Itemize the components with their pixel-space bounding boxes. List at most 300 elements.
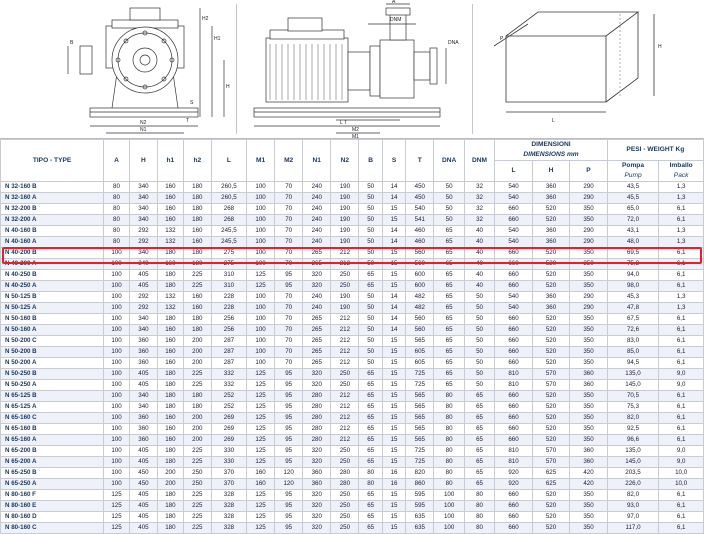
table-row[interactable] [1, 457, 704, 468]
cell-dna: 65 [434, 336, 464, 347]
table-row[interactable] [1, 259, 704, 270]
cell-dl: 660 [495, 512, 532, 523]
table-row[interactable] [1, 193, 704, 204]
cell-dnm: 65 [464, 457, 494, 468]
cell-m2: 95 [275, 424, 303, 435]
cell-dp: 290 [570, 303, 607, 314]
table-row[interactable] [1, 501, 704, 512]
table-row[interactable] [1, 325, 704, 336]
cell-a: 100 [104, 413, 130, 424]
cell-h2: 180 [183, 204, 211, 215]
cell-h1: 180 [157, 523, 183, 534]
cell-imballo: 6,1 [659, 314, 704, 325]
cell-h: 405 [129, 369, 157, 380]
cell-dp: 350 [570, 490, 607, 501]
cell-b: 65 [359, 369, 382, 380]
cell-h2: 180 [183, 314, 211, 325]
cell-pompa: 72,0 [607, 215, 659, 226]
cell-pompa: 82,0 [607, 413, 659, 424]
cell-dna: 80 [434, 457, 464, 468]
cell-n2: 212 [331, 402, 359, 413]
cell-h: 405 [129, 501, 157, 512]
table-row[interactable] [1, 490, 704, 501]
cell-h: 292 [129, 292, 157, 303]
table-row[interactable] [1, 248, 704, 259]
header-imballo-it: Imballo [669, 162, 693, 169]
cell-dp: 350 [570, 424, 607, 435]
cell-t: 565 [406, 435, 434, 446]
table-row[interactable] [1, 358, 704, 369]
cell-n2: 250 [331, 512, 359, 523]
cell-dl: 660 [495, 501, 532, 512]
cell-tipo: N 65-200 A [1, 457, 104, 468]
cell-b: 65 [359, 446, 382, 457]
cell-h: 292 [129, 226, 157, 237]
cell-dnm: 50 [464, 369, 494, 380]
cell-h1: 160 [157, 336, 183, 347]
cell-b: 65 [359, 457, 382, 468]
cell-h2: 180 [183, 391, 211, 402]
cell-dl: 660 [495, 248, 532, 259]
cell-m2: 95 [275, 270, 303, 281]
cell-m1: 100 [246, 204, 274, 215]
cell-h2: 180 [183, 325, 211, 336]
cell-h2: 225 [183, 457, 211, 468]
cell-t: 595 [406, 501, 434, 512]
cell-l: 328 [211, 501, 246, 512]
table-row[interactable] [1, 292, 704, 303]
cell-l: 256 [211, 325, 246, 336]
cell-imballo: 6,1 [659, 501, 704, 512]
cell-dh: 360 [532, 182, 569, 193]
cell-dl: 540 [495, 193, 532, 204]
cell-s: 15 [382, 424, 405, 435]
cell-h1: 180 [157, 314, 183, 325]
table-row[interactable] [1, 369, 704, 380]
cell-m2: 95 [275, 391, 303, 402]
cell-pompa: 117,0 [607, 523, 659, 534]
cell-l: 275 [211, 259, 246, 270]
cell-h1: 160 [157, 424, 183, 435]
svg-text:S: S [190, 100, 194, 106]
cell-dl: 660 [495, 314, 532, 325]
cell-h2: 225 [183, 501, 211, 512]
cell-b: 50 [359, 248, 382, 259]
table-row[interactable] [1, 413, 704, 424]
cell-h1: 180 [157, 490, 183, 501]
cell-a: 100 [104, 369, 130, 380]
cell-pompa: 43,5 [607, 182, 659, 193]
cell-n1: 240 [303, 215, 331, 226]
cell-a: 125 [104, 512, 130, 523]
cell-l: 287 [211, 347, 246, 358]
cell-imballo: 1,3 [659, 303, 704, 314]
cell-h1: 160 [157, 325, 183, 336]
cell-dna: 80 [434, 391, 464, 402]
cell-tipo: N 40-250 A [1, 281, 104, 292]
cell-n2: 190 [331, 226, 359, 237]
cell-m2: 120 [275, 468, 303, 479]
table-row[interactable] [1, 226, 704, 237]
header-dim-l: L [495, 161, 532, 182]
cell-n2: 250 [331, 281, 359, 292]
cell-tipo: N 50-160 A [1, 325, 104, 336]
cell-h1: 160 [157, 435, 183, 446]
header-dimensioni-it: DIMENSIONI [531, 141, 571, 148]
cell-dp: 360 [570, 369, 607, 380]
cell-tipo: N 32-200 A [1, 215, 104, 226]
cell-h2: 200 [183, 347, 211, 358]
cell-dp: 350 [570, 413, 607, 424]
cell-s: 14 [382, 182, 405, 193]
cell-m2: 70 [275, 336, 303, 347]
cell-n2: 190 [331, 204, 359, 215]
cell-dna: 80 [434, 424, 464, 435]
cell-h2: 200 [183, 413, 211, 424]
cell-m1: 125 [246, 380, 274, 391]
cell-n1: 265 [303, 314, 331, 325]
cell-l: 310 [211, 270, 246, 281]
cell-dna: 65 [434, 380, 464, 391]
table-row[interactable] [1, 446, 704, 457]
table-row[interactable] [1, 270, 704, 281]
cell-m2: 70 [275, 226, 303, 237]
cell-h: 450 [129, 479, 157, 490]
cell-n2: 212 [331, 325, 359, 336]
cell-n2: 212 [331, 314, 359, 325]
cell-pompa: 94,0 [607, 270, 659, 281]
cell-b: 65 [359, 413, 382, 424]
cell-dna: 65 [434, 281, 464, 292]
cell-m1: 100 [246, 336, 274, 347]
cell-m1: 160 [246, 468, 274, 479]
cell-m1: 100 [246, 237, 274, 248]
cell-h2: 225 [183, 523, 211, 534]
cell-m2: 70 [275, 325, 303, 336]
cell-imballo: 10,0 [659, 468, 704, 479]
cell-dp: 360 [570, 457, 607, 468]
cell-pompa: 45,5 [607, 193, 659, 204]
cell-h: 340 [129, 402, 157, 413]
cell-a: 100 [104, 402, 130, 413]
cell-t: 540 [406, 204, 434, 215]
cell-t: 605 [406, 358, 434, 369]
cell-tipo: N 50-160 B [1, 314, 104, 325]
cell-dp: 350 [570, 270, 607, 281]
cell-n2: 250 [331, 270, 359, 281]
cell-pompa: 48,0 [607, 237, 659, 248]
table-row[interactable] [1, 314, 704, 325]
cell-b: 50 [359, 314, 382, 325]
cell-dp: 350 [570, 325, 607, 336]
cell-imballo: 6,1 [659, 391, 704, 402]
cell-h: 340 [129, 325, 157, 336]
cell-a: 100 [104, 259, 130, 270]
cell-t: 560 [406, 248, 434, 259]
cell-h: 405 [129, 523, 157, 534]
cell-dh: 520 [532, 501, 569, 512]
cell-a: 100 [104, 424, 130, 435]
table-row[interactable] [1, 182, 704, 193]
cell-imballo: 6,1 [659, 204, 704, 215]
drawing-divider-2 [472, 4, 473, 134]
cell-dh: 570 [532, 369, 569, 380]
cell-h: 405 [129, 446, 157, 457]
cell-n1: 240 [303, 182, 331, 193]
cell-l: 328 [211, 490, 246, 501]
cell-dna: 80 [434, 468, 464, 479]
cell-dna: 50 [434, 182, 464, 193]
cell-h1: 180 [157, 281, 183, 292]
cell-m1: 100 [246, 193, 274, 204]
cell-dna: 65 [434, 369, 464, 380]
pump-side-view-drawing [240, 0, 470, 138]
cell-b: 50 [359, 193, 382, 204]
cell-pompa: 135,0 [607, 446, 659, 457]
cell-dna: 65 [434, 292, 464, 303]
cell-h1: 160 [157, 204, 183, 215]
cell-n1: 265 [303, 259, 331, 270]
cell-dh: 570 [532, 446, 569, 457]
cell-a: 100 [104, 380, 130, 391]
cell-b: 50 [359, 237, 382, 248]
table-row[interactable] [1, 523, 704, 534]
table-row[interactable] [1, 336, 704, 347]
cell-dh: 520 [532, 512, 569, 523]
cell-n2: 212 [331, 413, 359, 424]
cell-n1: 360 [303, 479, 331, 490]
cell-dnm: 32 [464, 193, 494, 204]
cell-l: 370 [211, 468, 246, 479]
header-n1: N1 [303, 140, 331, 182]
cell-s: 15 [382, 270, 405, 281]
cell-h1: 180 [157, 369, 183, 380]
table-row[interactable] [1, 347, 704, 358]
table-row[interactable] [1, 237, 704, 248]
cell-dp: 420 [570, 468, 607, 479]
cell-tipo: N 50-200 B [1, 347, 104, 358]
cell-dh: 360 [532, 226, 569, 237]
cell-s: 14 [382, 237, 405, 248]
cell-dl: 540 [495, 226, 532, 237]
svg-text:DNM: DNM [390, 17, 402, 23]
cell-dp: 350 [570, 281, 607, 292]
cell-pompa: 47,8 [607, 303, 659, 314]
cell-dl: 810 [495, 369, 532, 380]
header-l: L [211, 140, 246, 182]
cell-h2: 180 [183, 402, 211, 413]
pump-front-view-drawing [60, 0, 236, 138]
cell-imballo: 6,1 [659, 281, 704, 292]
cell-h1: 160 [157, 259, 183, 270]
cell-b: 50 [359, 347, 382, 358]
cell-l: 310 [211, 281, 246, 292]
cell-b: 50 [359, 292, 382, 303]
cell-t: 600 [406, 281, 434, 292]
cell-pompa: 145,0 [607, 380, 659, 391]
cell-n1: 320 [303, 523, 331, 534]
cell-n1: 240 [303, 292, 331, 303]
cell-dnm: 80 [464, 501, 494, 512]
cell-tipo: N 32-200 B [1, 204, 104, 215]
cell-h: 405 [129, 270, 157, 281]
cell-imballo: 6,1 [659, 523, 704, 534]
cell-a: 100 [104, 457, 130, 468]
cell-a: 80 [104, 226, 130, 237]
cell-dp: 350 [570, 523, 607, 534]
cell-tipo: N 50-250 B [1, 369, 104, 380]
cell-m1: 125 [246, 501, 274, 512]
cell-m1: 125 [246, 369, 274, 380]
cell-n2: 212 [331, 259, 359, 270]
cell-dna: 50 [434, 204, 464, 215]
cell-m2: 95 [275, 369, 303, 380]
cell-dp: 350 [570, 215, 607, 226]
cell-imballo: 6,1 [659, 248, 704, 259]
cell-h: 405 [129, 490, 157, 501]
cell-t: 635 [406, 523, 434, 534]
table-row[interactable] [1, 479, 704, 490]
cell-s: 16 [382, 479, 405, 490]
cell-dnm: 50 [464, 347, 494, 358]
cell-h1: 132 [157, 237, 183, 248]
cell-dna: 100 [434, 512, 464, 523]
cell-dp: 350 [570, 314, 607, 325]
cell-imballo: 6,1 [659, 347, 704, 358]
cell-dp: 290 [570, 237, 607, 248]
cell-m2: 95 [275, 435, 303, 446]
cell-s: 14 [382, 314, 405, 325]
table-row[interactable] [1, 215, 704, 226]
cell-pompa: 83,0 [607, 336, 659, 347]
cell-s: 15 [382, 501, 405, 512]
cell-dp: 360 [570, 446, 607, 457]
cell-t: 725 [406, 380, 434, 391]
packing-box-drawing [476, 0, 704, 138]
svg-text:H1: H1 [214, 36, 221, 42]
svg-text:M2: M2 [352, 127, 359, 133]
cell-n2: 212 [331, 435, 359, 446]
dimensions-table [0, 139, 704, 534]
cell-l: 228 [211, 303, 246, 314]
cell-b: 80 [359, 468, 382, 479]
cell-h1: 180 [157, 248, 183, 259]
cell-s: 15 [382, 369, 405, 380]
cell-imballo: 6,1 [659, 424, 704, 435]
cell-n1: 320 [303, 270, 331, 281]
cell-h: 340 [129, 204, 157, 215]
cell-h: 405 [129, 281, 157, 292]
cell-m2: 95 [275, 281, 303, 292]
cell-dnm: 50 [464, 325, 494, 336]
cell-dnm: 50 [464, 380, 494, 391]
cell-h: 340 [129, 259, 157, 270]
cell-t: 450 [406, 182, 434, 193]
cell-h1: 200 [157, 468, 183, 479]
table-row[interactable] [1, 424, 704, 435]
cell-a: 100 [104, 248, 130, 259]
cell-a: 100 [104, 281, 130, 292]
cell-a: 125 [104, 490, 130, 501]
cell-n1: 280 [303, 402, 331, 413]
cell-t: 635 [406, 512, 434, 523]
table-row[interactable] [1, 512, 704, 523]
cell-n1: 320 [303, 501, 331, 512]
table-row[interactable] [1, 204, 704, 215]
table-row[interactable] [1, 391, 704, 402]
cell-m2: 70 [275, 292, 303, 303]
cell-h2: 180 [183, 193, 211, 204]
cell-l: 269 [211, 424, 246, 435]
svg-text:H2: H2 [202, 16, 209, 22]
cell-dh: 520 [532, 215, 569, 226]
svg-text:H: H [226, 84, 230, 90]
cell-dh: 520 [532, 259, 569, 270]
svg-text:DNA: DNA [448, 40, 459, 46]
cell-n2: 250 [331, 501, 359, 512]
cell-h1: 160 [157, 215, 183, 226]
cell-n2: 250 [331, 380, 359, 391]
cell-dnm: 65 [464, 413, 494, 424]
cell-dnm: 65 [464, 402, 494, 413]
cell-n1: 320 [303, 512, 331, 523]
cell-s: 15 [382, 391, 405, 402]
cell-imballo: 6,1 [659, 402, 704, 413]
cell-h2: 160 [183, 226, 211, 237]
cell-n1: 240 [303, 204, 331, 215]
cell-a: 80 [104, 182, 130, 193]
cell-dh: 520 [532, 281, 569, 292]
table-row[interactable] [1, 468, 704, 479]
cell-imballo: 6,1 [659, 215, 704, 226]
cell-dnm: 50 [464, 292, 494, 303]
cell-h: 405 [129, 380, 157, 391]
table-row[interactable] [1, 281, 704, 292]
cell-h: 340 [129, 182, 157, 193]
cell-imballo: 9,0 [659, 457, 704, 468]
cell-m2: 95 [275, 402, 303, 413]
cell-m2: 95 [275, 457, 303, 468]
cell-tipo: N 65-250 B [1, 468, 104, 479]
cell-h1: 200 [157, 479, 183, 490]
svg-text:H: H [658, 44, 662, 50]
cell-s: 16 [382, 468, 405, 479]
header-imballo-en: Pack [673, 172, 689, 179]
cell-b: 65 [359, 281, 382, 292]
cell-t: 565 [406, 336, 434, 347]
table-row[interactable] [1, 435, 704, 446]
cell-h1: 180 [157, 501, 183, 512]
cell-dnm: 80 [464, 512, 494, 523]
cell-imballo: 1,3 [659, 182, 704, 193]
cell-dp: 290 [570, 292, 607, 303]
table-row[interactable] [1, 303, 704, 314]
cell-dh: 520 [532, 204, 569, 215]
cell-h: 340 [129, 248, 157, 259]
cell-dp: 420 [570, 479, 607, 490]
cell-n1: 320 [303, 490, 331, 501]
cell-dna: 65 [434, 314, 464, 325]
cell-h: 360 [129, 336, 157, 347]
table-row[interactable] [1, 402, 704, 413]
cell-h: 340 [129, 391, 157, 402]
table-row[interactable] [1, 380, 704, 391]
header-dna: DNA [434, 140, 464, 182]
cell-dp: 350 [570, 347, 607, 358]
cell-dp: 350 [570, 358, 607, 369]
cell-b: 65 [359, 512, 382, 523]
cell-m2: 70 [275, 259, 303, 270]
